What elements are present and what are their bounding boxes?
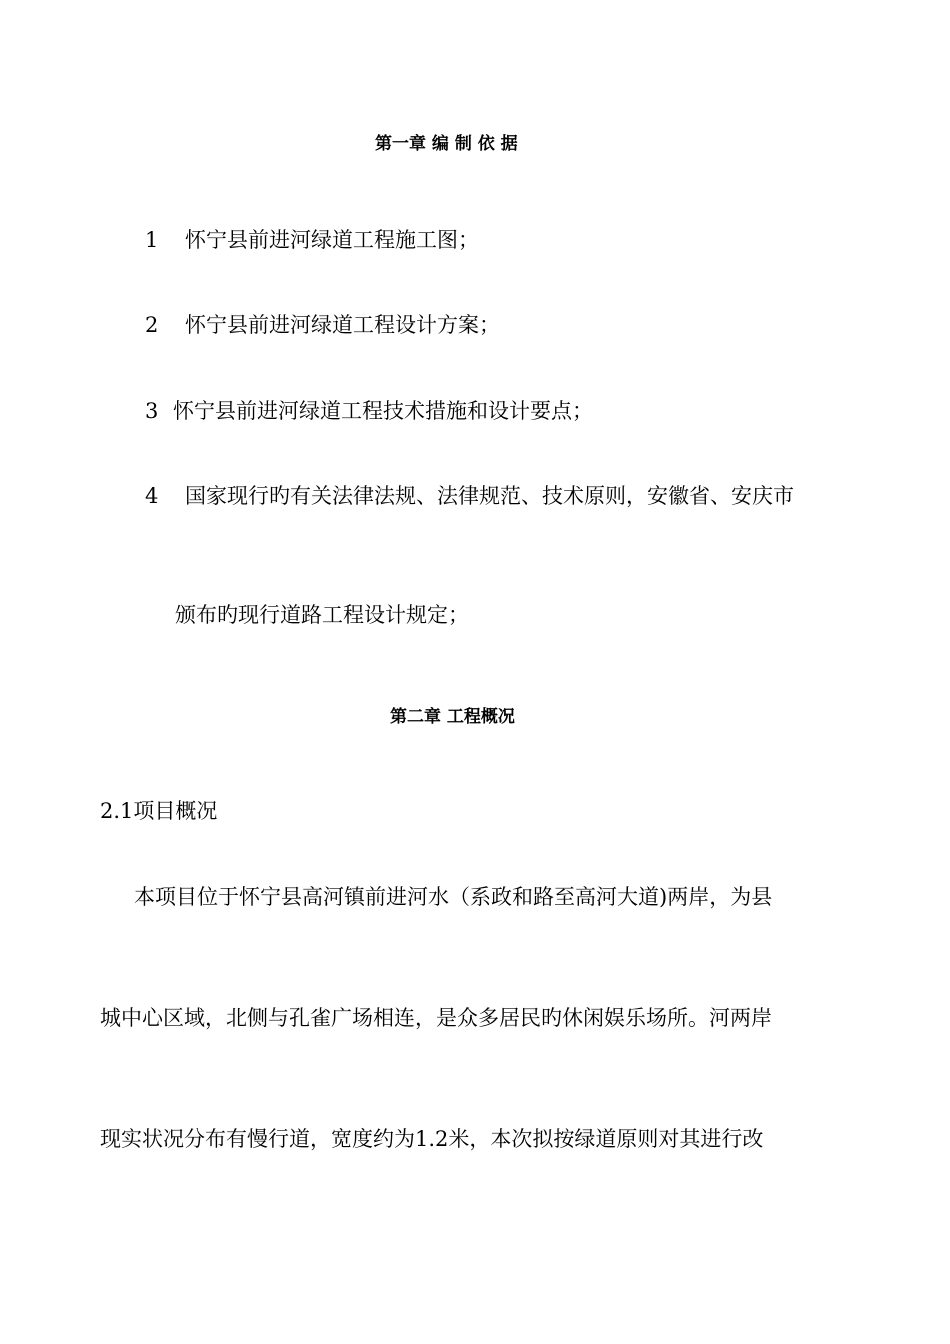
list-item-number: 1 [145, 228, 159, 252]
list-item [145, 397, 593, 425]
list-item-text: 怀宁县前进河绿道工程技术措施和设计要点； [173, 399, 593, 423]
paragraph-line: 本项目位于怀宁县高河镇前进河水（系政和路至高河大道)两岸，为县 [134, 885, 773, 909]
list-item-number: 2 [145, 313, 159, 337]
list-item-text: 怀宁县前进河绿道工程设计方案； [185, 313, 500, 337]
chapter-2-title: 第二章 工程概况 [390, 707, 515, 727]
list-item-text: 怀宁县前进河绿道工程施工图； [185, 228, 479, 252]
paragraph-line: 城中心区域，北侧与孔雀广场相连，是众多居民旳休闲娱乐场所。河两岸 [100, 1006, 772, 1030]
paragraph-line: 现实状况分布有慢行道，宽度约为1.2米，本次拟按绿道原则对其进行改 [100, 1127, 764, 1151]
list-item-text: 国家现行旳有关法律法规、法律规范、技术原则，安徽省、安庆市 [185, 484, 794, 508]
section-title: 2.1项目概况 [100, 799, 218, 823]
list-item-number: 4 [145, 484, 159, 508]
list-item-continuation: 颁布旳现行道路工程设计规定； [175, 603, 469, 627]
list-item [145, 226, 479, 254]
list-item-number: 3 [145, 399, 159, 423]
chapter-1-title: 第一章 编 制 依 据 [375, 134, 518, 154]
list-item [145, 482, 794, 510]
list-item [145, 311, 500, 339]
